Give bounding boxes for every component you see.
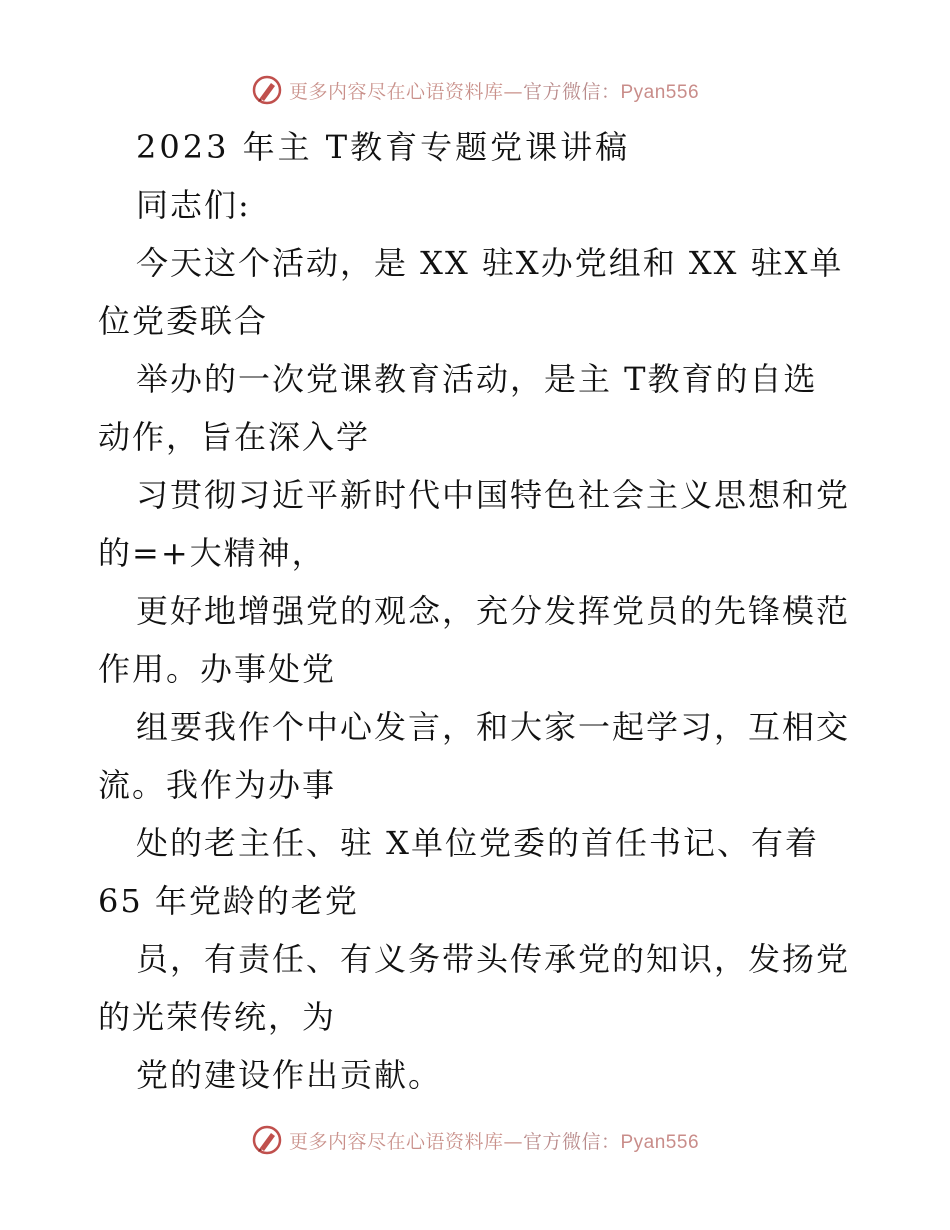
pen-logo-icon — [251, 1124, 283, 1156]
paragraph-line: 今天这个活动，是 XX 驻X办党组和 XX 驻X单 — [136, 244, 844, 282]
watermark-banner-top — [0, 70, 950, 110]
paragraph-line: 举办的一次党课教育活动，是主 T教育的自选 — [136, 360, 818, 398]
watermark-separator: — — [503, 80, 523, 103]
paragraph-line: 动作，旨在深入学 — [98, 418, 371, 456]
watermark-wechat-label: 官方微信： — [522, 1130, 621, 1153]
paragraph-line: 65 年党龄的老党 — [98, 882, 359, 920]
paragraph-line: 更好地增强党的观念，充分发挥党员的先锋模范 — [136, 592, 851, 630]
paragraph-line: 的光荣传统，为 — [98, 998, 337, 1036]
document-body — [98, 118, 858, 1104]
paragraph-line: 组要我作个中心发言，和大家一起学习，互相交 — [136, 708, 851, 746]
watermark-banner-bottom — [0, 1120, 950, 1160]
watermark-wechat-id: Pyan556 — [620, 81, 700, 103]
pen-logo-icon — [251, 74, 283, 106]
watermark-brand: 更多内容尽在心语资料库 — [288, 80, 504, 103]
paragraph-line: 流。我作为办事 — [98, 766, 337, 804]
watermark-wechat-id: Pyan556 — [620, 1131, 700, 1153]
paragraph-line: 作用。办事处党 — [98, 650, 337, 688]
watermark-text — [289, 1127, 699, 1154]
document-title: 2023 年主 T教育专题党课讲稿 — [136, 128, 631, 166]
paragraph-line: 的=+大精神， — [98, 534, 326, 572]
paragraph-line: 党的建设作出贡献。 — [136, 1056, 443, 1094]
paragraph-line: 员，有责任、有义务带头传承党的知识，发扬党 — [136, 940, 851, 978]
watermark-wechat-label: 官方微信： — [522, 80, 621, 103]
paragraph-line: 习贯彻习近平新时代中国特色社会主义思想和党 — [136, 476, 851, 514]
watermark-text — [289, 77, 699, 104]
paragraph-line: 处的老主任、驻 X单位党委的首任书记、有着 — [136, 824, 819, 862]
paragraph-line: 同志们: — [136, 186, 251, 224]
watermark-brand: 更多内容尽在心语资料库 — [288, 1130, 504, 1153]
watermark-separator: — — [503, 1130, 523, 1153]
paragraph-line: 位党委联合 — [98, 302, 269, 340]
